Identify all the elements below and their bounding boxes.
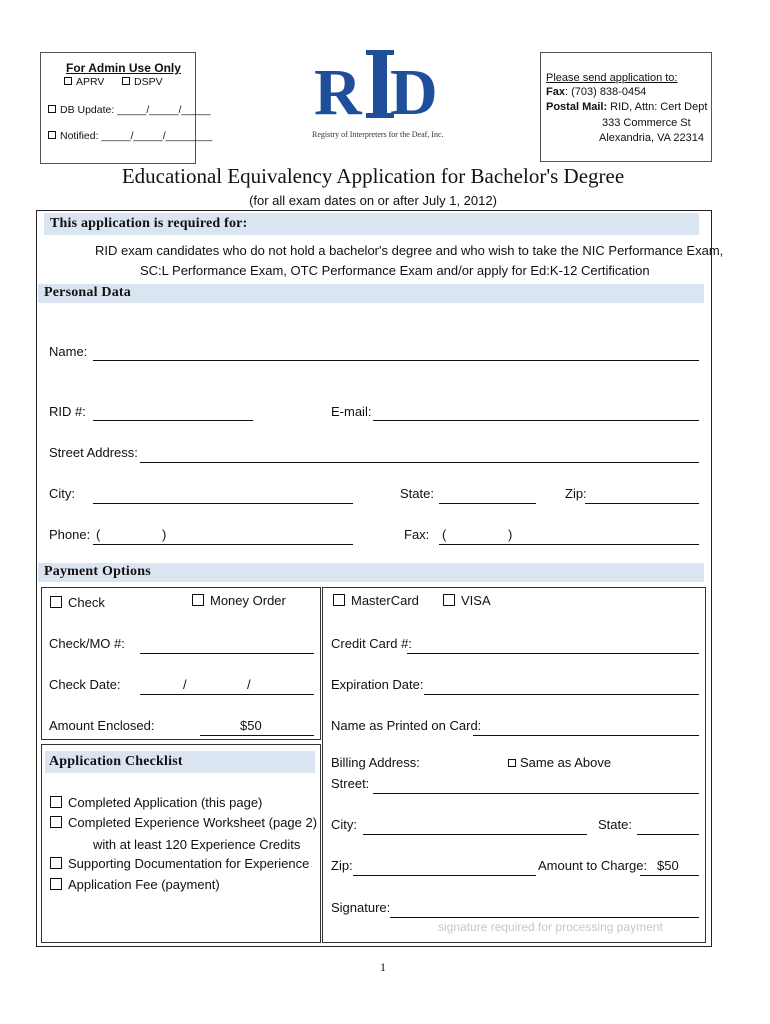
contact-fax [546,86,646,98]
same-as-above-checkbox[interactable] [508,755,611,770]
checkbox-icon [48,105,56,113]
checklist-item-2-label: Completed Experience Worksheet (page 2) [68,815,318,830]
checklist-item-4[interactable] [50,877,220,892]
billing-state-label: State: [598,817,632,832]
phone-input[interactable] [93,544,353,545]
amount-charge-value: $50 [657,858,679,873]
check-date-input[interactable] [140,694,314,695]
checkbox-icon [508,759,516,767]
phone-paren-open: ( [96,527,101,542]
street-input[interactable] [140,462,699,463]
required-heading: This application is required for: [44,213,699,235]
name-input[interactable] [93,360,699,361]
checklist-item-3[interactable] [50,856,309,871]
page-title: Educational Equivalency Application for Bachelor's Degree [121,164,625,188]
billing-city-label: City: [331,817,357,832]
checkbox-icon [50,857,62,869]
checklist-item-1-label: Completed Application (this page) [68,795,263,810]
checklist-heading: Application Checklist [45,751,315,773]
fax-value: : (703) 838-0454 [564,86,647,98]
amount-enclosed-line [200,735,314,736]
money-order-checkbox[interactable] [192,593,286,608]
phone-paren-close: ) [162,527,167,542]
checkmo-label: Check/MO #: [49,636,125,651]
mail-value: RID, Attn: Cert Dept [607,101,708,113]
checkbox-icon [333,594,345,606]
rid-logo [312,48,462,140]
checkbox-icon [50,796,62,808]
notified-field[interactable] [48,130,212,142]
fax-paren-close: ) [508,527,513,542]
cc-number-label: Credit Card #: [331,636,412,651]
check-date-label: Check Date: [49,677,121,692]
amount-enclosed-label: Amount Enclosed: [49,718,155,733]
rid-logo-mark [312,48,462,128]
checklist-item-1[interactable] [50,795,262,810]
state-input[interactable] [439,503,536,504]
check-checkbox[interactable] [50,595,105,610]
state-label: State: [400,486,434,501]
svg-text:R: R [314,56,359,128]
billing-state-input[interactable] [637,834,699,835]
date-sep-2: / [247,677,251,692]
required-line2: SC:L Performance Exam, OTC Performance Exam and/or apply for Ed:K-12 Certification [140,263,650,278]
contact-city: Alexandria, VA 22314 [599,132,704,144]
notified-label: Notified: _____/_____/________ [60,130,213,142]
amount-enclosed-value: $50 [240,718,262,733]
checkbox-icon [48,131,56,139]
city-input[interactable] [93,503,353,504]
zip-input[interactable] [585,503,699,504]
cc-number-input[interactable] [407,653,699,654]
name-on-card-label: Name as Printed on Card: [331,718,482,733]
payment-heading: Payment Options [38,563,704,582]
rid-label: RID #: [49,404,86,419]
city-label: City: [49,486,75,501]
checklist-item-2[interactable] [50,815,317,830]
mastercard-label: MasterCard [351,593,419,608]
logo-caption: Registry of Interpreters for the Deaf, Inc. [312,130,444,139]
checkbox-icon [192,594,204,606]
db-update-label: DB Update: _____/_____/_____ [60,104,211,116]
checkbox-icon [50,816,62,828]
page-subtitle: (for all exam dates on or after July 1, 2012) [249,193,497,208]
signature-label: Signature: [331,900,391,915]
date-sep-1: / [183,677,187,692]
money-order-label: Money Order [210,593,286,608]
rid-input[interactable] [93,420,253,421]
visa-label: VISA [461,593,491,608]
checklist-item-2-note: with at least 120 Experience Credits [93,837,301,852]
aprv-label: APRV [76,76,105,88]
billing-street-label: Street: [331,776,370,791]
contact-mail [546,101,707,113]
checkbox-icon [443,594,455,606]
fax-input[interactable] [439,544,699,545]
billing-street-input[interactable] [373,793,699,794]
signature-note: signature required for processing payment [438,920,663,934]
checkbox-icon [50,596,62,608]
check-label: Check [68,595,105,610]
checkbox-icon [64,77,72,85]
signature-input[interactable] [390,917,699,918]
dspv-label: DSPV [134,76,163,88]
contact-street: 333 Commerce St [602,117,691,129]
name-label: Name: [49,344,88,359]
svg-text:D: D [390,56,438,128]
visa-checkbox[interactable] [443,593,491,608]
street-label: Street Address: [49,445,138,460]
checklist-item-3-label: Supporting Documentation for Experience [68,856,310,871]
billing-city-input[interactable] [363,834,587,835]
mastercard-checkbox[interactable] [333,593,419,608]
checklist-item-4-label: Application Fee (payment) [68,877,220,892]
personal-heading: Personal Data [38,284,704,303]
checkbox-icon [50,878,62,890]
fax-label: Fax: [404,527,430,542]
dspv-checkbox[interactable] [122,76,163,88]
expiration-input[interactable] [424,694,699,695]
checkbox-icon [122,77,130,85]
fax-paren-open: ( [442,527,447,542]
same-as-above-label: Same as Above [520,755,612,770]
email-input[interactable] [373,420,699,421]
email-label: E-mail: [331,404,372,419]
admin-title: For Admin Use Only [66,61,181,75]
phone-label: Phone: [49,527,91,542]
amount-charge-line [640,875,699,876]
contact-intro: Please send application to: [546,72,678,84]
name-on-card-input[interactable] [473,735,699,736]
amount-charge-label: Amount to Charge: [538,858,648,873]
fax-label: Fax [546,86,565,98]
billing-zip-label: Zip: [331,858,353,873]
db-update-field[interactable] [48,104,211,116]
mail-label: Postal Mail: [546,101,608,113]
page-number: 1 [380,960,386,974]
aprv-checkbox[interactable] [64,76,104,88]
checkmo-input[interactable] [140,653,314,654]
zip-label: Zip: [565,486,587,501]
required-line1: RID exam candidates who do not hold a bachelor's degree and who wish to take the NIC Performance Exam, [95,243,724,258]
billing-zip-input[interactable] [353,875,536,876]
expiration-label: Expiration Date: [331,677,424,692]
billing-label: Billing Address: [331,755,420,770]
